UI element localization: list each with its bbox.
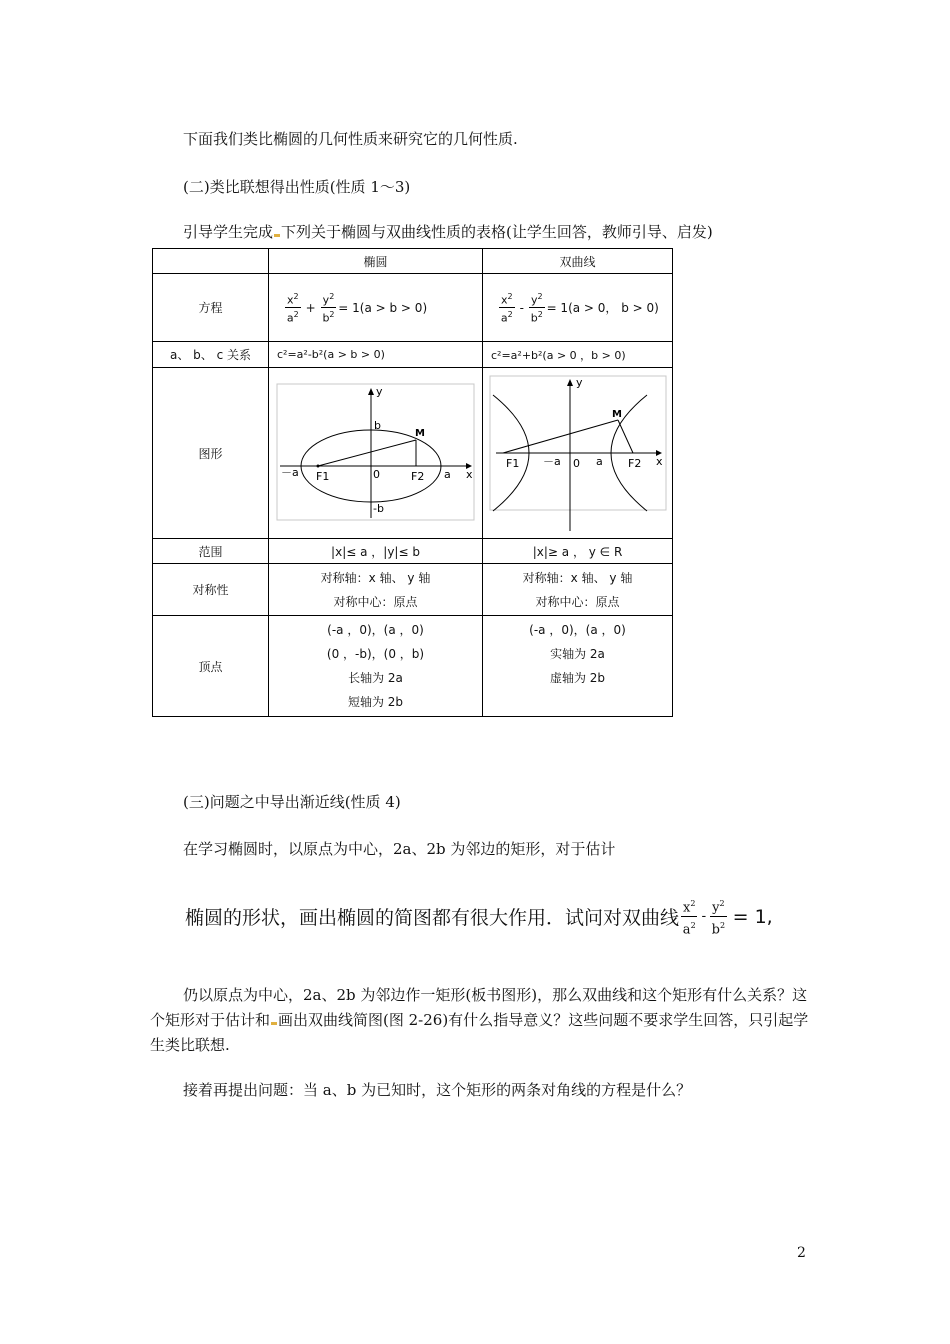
symmetry-axis: 对称轴：x 轴、 y 轴 bbox=[522, 570, 633, 585]
paragraph-rectangle: 在学习椭圆时，以原点为中心，2a、2b 为邻边的矩形，对于估计 bbox=[183, 840, 616, 858]
frac-y: $\frac{y^2}{b^2}$ bbox=[322, 292, 335, 325]
row-equation bbox=[153, 274, 673, 342]
symmetry-center: 对称中心：原点 bbox=[535, 594, 620, 609]
frac-x: $\frac{x^2}{a^2}$ bbox=[500, 292, 513, 325]
label-m: M bbox=[611, 409, 622, 420]
ellipse-figure-cell bbox=[269, 368, 483, 539]
header-ellipse: 椭圆 bbox=[269, 249, 483, 274]
relation-text-a: 仍以原点为中心，2a、2b 为邻边作一矩形(板书图形)，那么双曲线和这个矩形有什么关系？这个矩形对于估计和 bbox=[150, 986, 808, 1029]
hyperbola-symmetry bbox=[483, 564, 673, 616]
hyperbola-vertex bbox=[483, 616, 673, 717]
eq-frac-y: $\frac{y^2}{b^2}$ bbox=[710, 895, 726, 939]
vertex-line: 短轴为 2b bbox=[347, 695, 404, 709]
vertex-line: (-a ，0)，(a ，0) bbox=[529, 623, 626, 637]
symmetry-center: 对称中心：原点 bbox=[333, 594, 418, 609]
label-o: 0 bbox=[373, 468, 380, 481]
table-header-row bbox=[153, 249, 673, 274]
label-equation: 方程 bbox=[153, 274, 269, 342]
row-vertex bbox=[153, 616, 673, 717]
label-neg-a: －a bbox=[281, 466, 299, 479]
label-f1: F1 bbox=[505, 457, 519, 470]
eq-minus: - bbox=[701, 909, 707, 925]
label-neg-a: －a bbox=[542, 455, 561, 468]
section-heading-3: (三)问题之中导出渐近线(性质 4) bbox=[183, 793, 401, 811]
label-symmetry: 对称性 bbox=[153, 564, 269, 616]
question-text: 椭圆的形状，画出椭圆的简图都有很大作用．试问对双曲线 bbox=[185, 907, 680, 930]
guide-text-a: 引导学生完成 bbox=[183, 223, 274, 241]
label-y: y bbox=[575, 376, 583, 389]
label-range: 范围 bbox=[153, 539, 269, 564]
frac-y: $\frac{y^2}{b^2}$ bbox=[530, 292, 543, 325]
vertex-line: 实轴为 2a bbox=[550, 647, 605, 661]
paragraph-intro: 下面我们类比椭圆的几何性质来研究它的几何性质. bbox=[183, 130, 518, 148]
paragraph-table-guide bbox=[183, 222, 713, 242]
label-f1: F1 bbox=[316, 470, 330, 483]
relation-text-b: 画出双曲线简图(图 2-26)有什么指导意义？这些问题不要求学生回答，只引起学生类比联想. bbox=[150, 1011, 809, 1054]
label-o: 0 bbox=[572, 457, 580, 470]
paragraph-rectangle-relation bbox=[150, 983, 810, 1058]
hyperbola-equation: $\frac{x^2}{a^2}$ - $\frac{y^2}{b^2}$ = 1(a > 0， b > 0) bbox=[483, 274, 673, 342]
label-y: y bbox=[376, 385, 383, 398]
guide-text-b: 下列关于椭圆与双曲线性质的表格(让学生回答，教师引导、启发) bbox=[281, 223, 713, 241]
header-blank bbox=[153, 249, 269, 274]
label-b: b bbox=[374, 419, 381, 432]
label-x: x bbox=[655, 455, 663, 468]
frac-x: $\frac{x^2}{a^2}$ bbox=[286, 292, 299, 325]
row-figure bbox=[153, 368, 673, 539]
focus-f1 bbox=[317, 465, 320, 468]
hyperbola-relation: c²=a²+b²(a > 0 ，b > 0) bbox=[483, 342, 673, 368]
edit-marker bbox=[274, 234, 280, 237]
label-m: M bbox=[415, 428, 425, 439]
vertex-line: (-a ，0)，(a ，0) bbox=[327, 623, 424, 637]
hyperbola-range: |x|≥ a ， y ∈ R bbox=[483, 539, 673, 564]
vertex-line: (0 ，-b)，(0 ，b) bbox=[326, 647, 425, 661]
page-number: 2 bbox=[797, 1245, 806, 1261]
label-a: a bbox=[444, 468, 451, 481]
label-figure: 图形 bbox=[153, 368, 269, 539]
edit-marker bbox=[271, 1022, 277, 1025]
section-heading-2: (二)类比联想得出性质(性质 1～3) bbox=[183, 178, 411, 196]
hyperbola-figure bbox=[488, 373, 668, 533]
row-relation bbox=[153, 342, 673, 368]
label-neg-b: -b bbox=[373, 502, 384, 515]
header-hyperbola: 双曲线 bbox=[483, 249, 673, 274]
row-range bbox=[153, 539, 673, 564]
comparison-table bbox=[152, 248, 673, 717]
hyperbola-question-line bbox=[185, 895, 773, 939]
row-symmetry bbox=[153, 564, 673, 616]
vertex-line: 虚轴为 2b bbox=[549, 671, 606, 685]
label-f2: F2 bbox=[411, 470, 425, 483]
ellipse-symmetry bbox=[269, 564, 483, 616]
ellipse-figure bbox=[274, 382, 477, 524]
label-f2: F2 bbox=[627, 457, 641, 470]
ellipse-equation: $\frac{x^2}{a^2}$ + $\frac{y^2}{b^2}$ = 1(a > b > 0) bbox=[269, 274, 483, 342]
hyperbola-figure-cell bbox=[483, 368, 673, 539]
eq-frac-x: $\frac{x^2}{a^2}$ bbox=[681, 895, 697, 939]
label-a: a bbox=[595, 455, 603, 468]
ellipse-vertex bbox=[269, 616, 483, 717]
paragraph-diagonal-question: 接着再提出问题：当 a、b 为已知时，这个矩形的两条对角线的方程是什么？ bbox=[183, 1081, 692, 1099]
eq-rhs: = 1, bbox=[732, 905, 773, 928]
symmetry-axis: 对称轴：x 轴、 y 轴 bbox=[320, 570, 431, 585]
ellipse-range: |x|≤ a ，|y|≤ b bbox=[269, 539, 483, 564]
label-x: x bbox=[466, 468, 473, 481]
vertex-line: 长轴为 2a bbox=[348, 671, 403, 685]
label-relation: a、 b、 c 关系 bbox=[153, 342, 269, 368]
label-vertex: 顶点 bbox=[153, 616, 269, 717]
ellipse-relation: c²=a²-b²(a > b > 0) bbox=[269, 342, 483, 368]
